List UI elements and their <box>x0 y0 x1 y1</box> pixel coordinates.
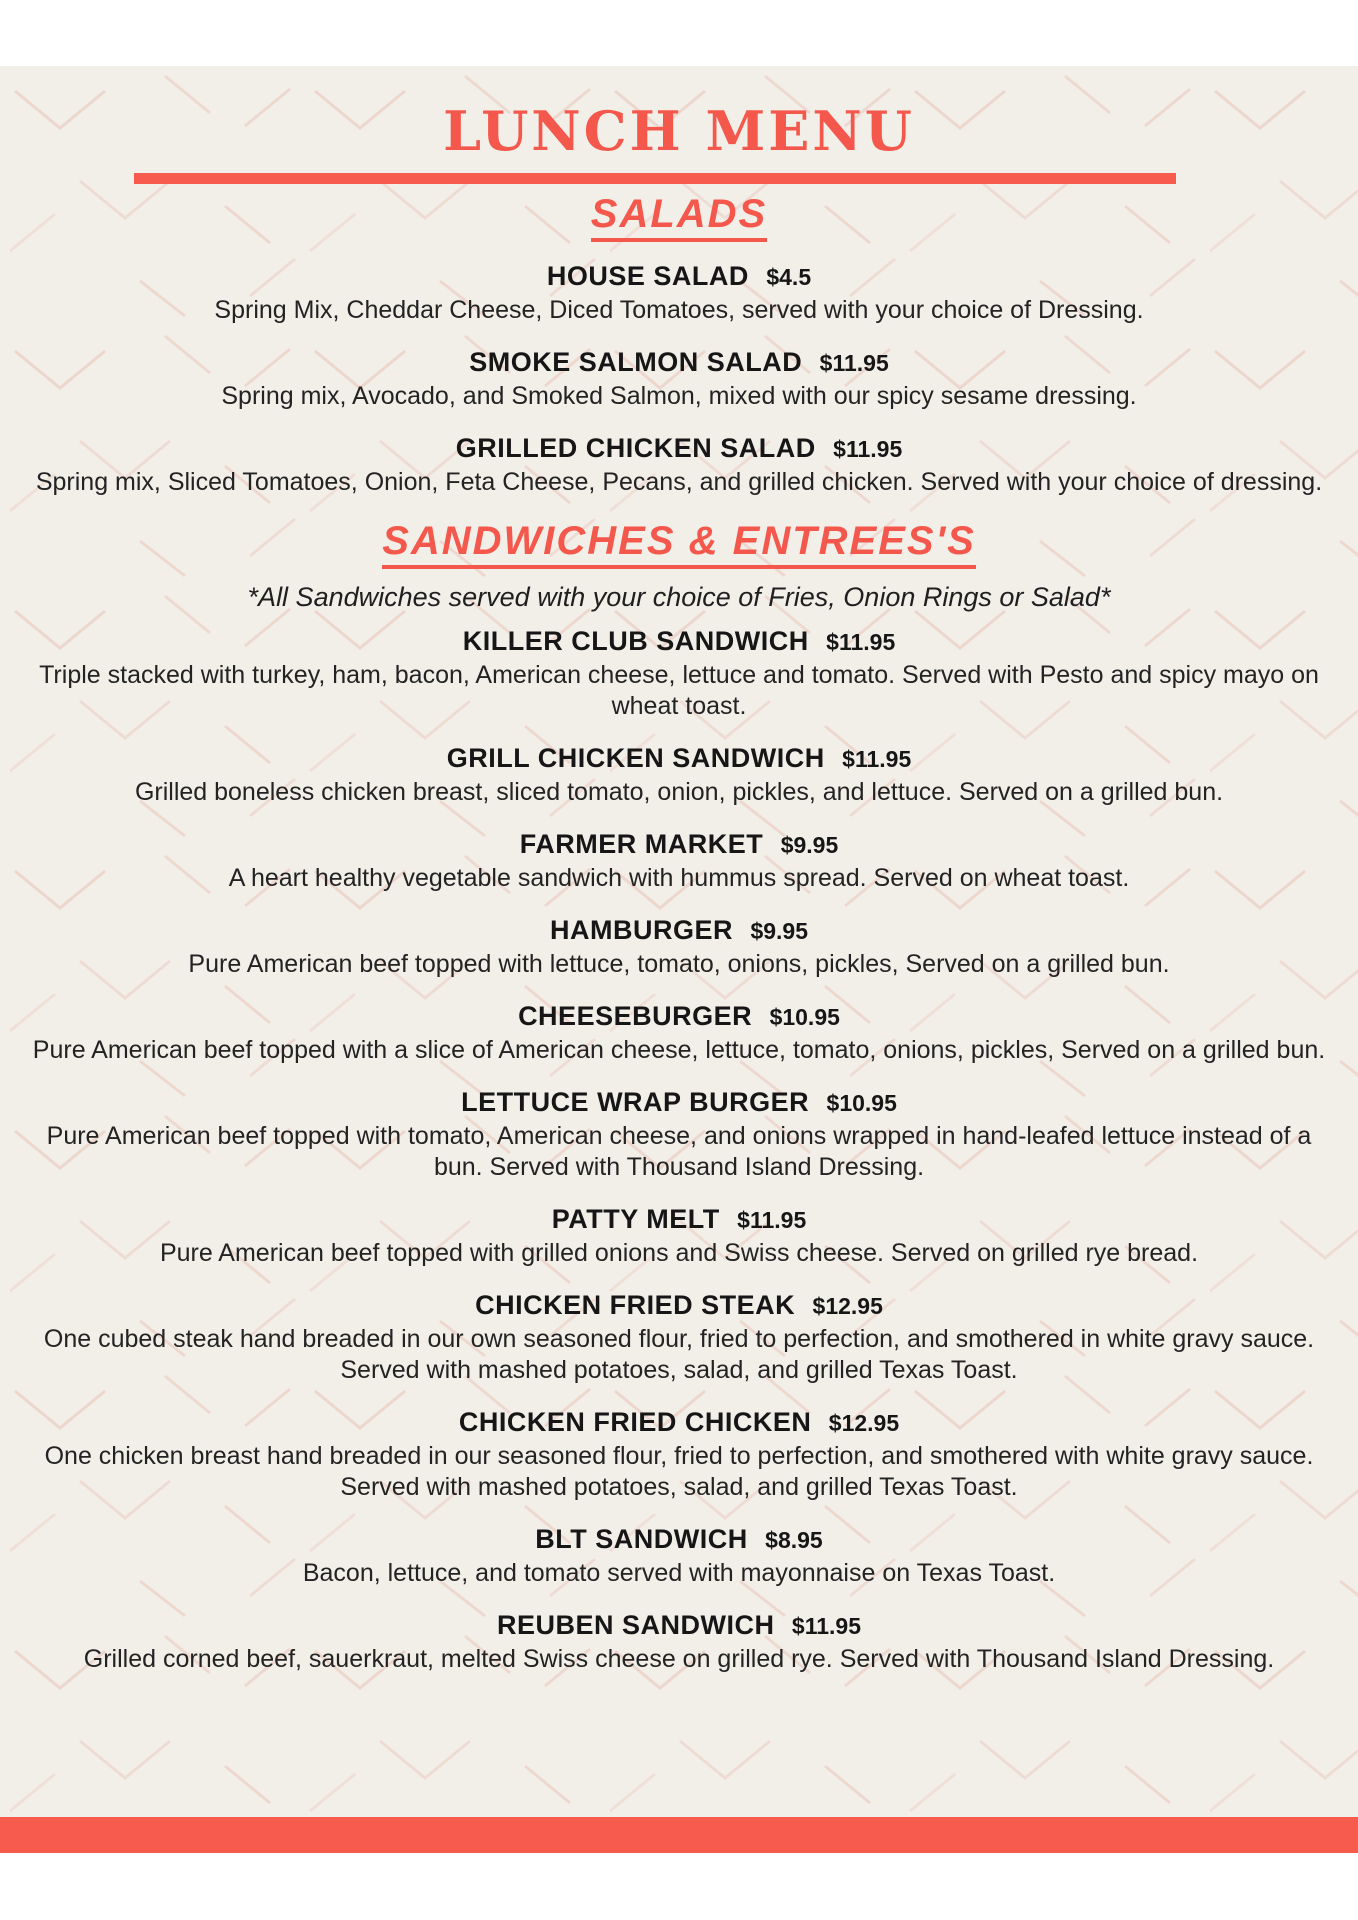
section-header-salads: SALADS <box>591 194 767 242</box>
item-price: $11.95 <box>737 1207 807 1234</box>
item-description: Bacon, lettuce, and tomato served with mayonnaise on Texas Toast. <box>302 1559 1056 1588</box>
menu-item-cheeseburger <box>0 1003 1358 1066</box>
item-description: Spring mix, Avocado, and Smoked Salmon, mixed with our spicy sesame dressing. <box>221 382 1137 410</box>
menu-item-hamburger <box>0 917 1358 980</box>
item-header <box>0 1612 1358 1639</box>
menu-item-house-salad <box>0 263 1358 326</box>
item-name: CHEESEBURGER <box>518 1001 753 1032</box>
menu-item-blt-sandwich <box>0 1526 1358 1589</box>
item-price: $12.95 <box>828 1410 900 1437</box>
page-title: LUNCH MENU <box>443 99 915 163</box>
item-name: BLT SANDWICH <box>535 1524 748 1555</box>
item-header <box>0 263 1358 290</box>
menu-content <box>0 66 1358 1675</box>
item-header <box>0 745 1358 772</box>
item-name: REUBEN SANDWICH <box>496 1610 775 1641</box>
item-price: $9.95 <box>750 918 808 945</box>
item-name: CHICKEN FRIED CHICKEN <box>458 1407 812 1438</box>
menu-item-chicken-fried-steak <box>0 1292 1358 1386</box>
menu-item-chicken-fried-chicken <box>0 1409 1358 1503</box>
item-name: PATTY MELT <box>551 1204 720 1235</box>
item-header <box>0 349 1358 376</box>
menu-item-patty-melt <box>0 1206 1358 1269</box>
item-description: One chicken breast hand breaded in our seasoned flour, fried to perfection, and smothered with white gravy sauce. Served with mashed potatoes, salad, and grilled Texas Toast. <box>44 1442 1314 1502</box>
item-header <box>0 1292 1358 1319</box>
item-header <box>0 1206 1358 1233</box>
item-price: $8.95 <box>765 1527 823 1554</box>
item-price: $11.95 <box>842 746 912 773</box>
item-header <box>0 831 1358 858</box>
item-header <box>0 1409 1358 1436</box>
item-price: $11.95 <box>791 1613 862 1640</box>
item-name: SMOKE SALMON SALAD <box>469 347 803 377</box>
menu-item-killer-club-sandwich <box>0 628 1358 722</box>
item-header <box>0 1089 1358 1116</box>
item-name: HOUSE SALAD <box>546 261 749 291</box>
menu-item-reuben-sandwich <box>0 1612 1358 1675</box>
bottom-accent-bar <box>0 1817 1358 1853</box>
item-description: Pure American beef topped with lettuce, tomato, onions, pickles, Served on a grilled bun. <box>188 950 1170 979</box>
item-price: $11.95 <box>819 350 889 376</box>
item-name: KILLER CLUB SANDWICH <box>462 626 809 657</box>
item-name: HAMBURGER <box>549 915 733 946</box>
title-divider <box>134 173 1176 184</box>
menu-item-lettuce-wrap-burger <box>0 1089 1358 1183</box>
section-header-sandwiches: SANDWICHES & ENTREES'S <box>382 521 976 569</box>
item-description: Spring Mix, Cheddar Cheese, Diced Tomatoes, served with your choice of Dressing. <box>214 296 1144 324</box>
item-description: Pure American beef topped with grilled onions and Swiss cheese. Served on grilled rye bread. <box>159 1239 1199 1268</box>
item-price: $10.95 <box>826 1090 897 1117</box>
item-header <box>0 435 1358 462</box>
item-header <box>0 917 1358 944</box>
item-description: Grilled corned beef, sauerkraut, melted Swiss cheese on grilled rye. Served with Thousand Island Dressing. <box>83 1645 1275 1674</box>
item-price: $9.95 <box>780 832 839 859</box>
item-price: $12.95 <box>812 1293 883 1320</box>
item-description: Pure American beef topped with tomato, American cheese, and onions wrapped in hand-leafed lettuce instead of a bun. Served with Thousand Island Dressing. <box>46 1122 1312 1182</box>
salads-items <box>0 263 1358 498</box>
item-description: Pure American beef topped with a slice of American cheese, lettuce, tomato, onions, pickles, Served on a grilled bun. <box>32 1036 1326 1065</box>
item-description: One cubed steak hand breaded in our own seasoned flour, fried to perfection, and smothered in white gravy sauce. Served with mashed potatoes, salad, and grilled Texas Toast. <box>43 1325 1315 1385</box>
sandwiches-items <box>0 628 1358 1675</box>
item-description: Triple stacked with turkey, ham, bacon, American cheese, lettuce and tomato. Served with Pesto and spicy mayo on wheat toast. <box>39 661 1319 721</box>
item-price: $11.95 <box>833 436 903 462</box>
item-description: Grilled boneless chicken breast, sliced tomato, onion, pickles, and lettuce. Served on a grilled bun. <box>134 778 1224 807</box>
item-price: $10.95 <box>769 1004 840 1031</box>
menu-sheet <box>0 66 1358 1817</box>
item-header <box>0 1003 1358 1030</box>
item-header <box>0 1526 1358 1553</box>
item-description: Spring mix, Sliced Tomatoes, Onion, Feta Cheese, Pecans, and grilled chicken. Served with your choice of dressing. <box>35 468 1323 496</box>
item-name: LETTUCE WRAP BURGER <box>461 1087 810 1118</box>
item-name: GRILLED CHICKEN SALAD <box>455 433 816 463</box>
menu-item-smoke-salmon-salad <box>0 349 1358 412</box>
item-name: GRILL CHICKEN SANDWICH <box>446 743 825 774</box>
menu-item-grill-chicken-sandwich <box>0 745 1358 808</box>
item-price: $11.95 <box>826 629 896 656</box>
item-header <box>0 628 1358 655</box>
item-price: $4.5 <box>766 264 812 290</box>
menu-item-grilled-chicken-salad <box>0 435 1358 498</box>
item-description: A heart healthy vegetable sandwich with hummus spread. Served on wheat toast. <box>228 864 1130 893</box>
sandwiches-note: *All Sandwiches served with your choice of Fries, Onion Rings or Salad* <box>247 582 1111 612</box>
menu-item-farmer-market <box>0 831 1358 894</box>
item-name: FARMER MARKET <box>519 829 764 860</box>
item-name: CHICKEN FRIED STEAK <box>475 1290 796 1321</box>
